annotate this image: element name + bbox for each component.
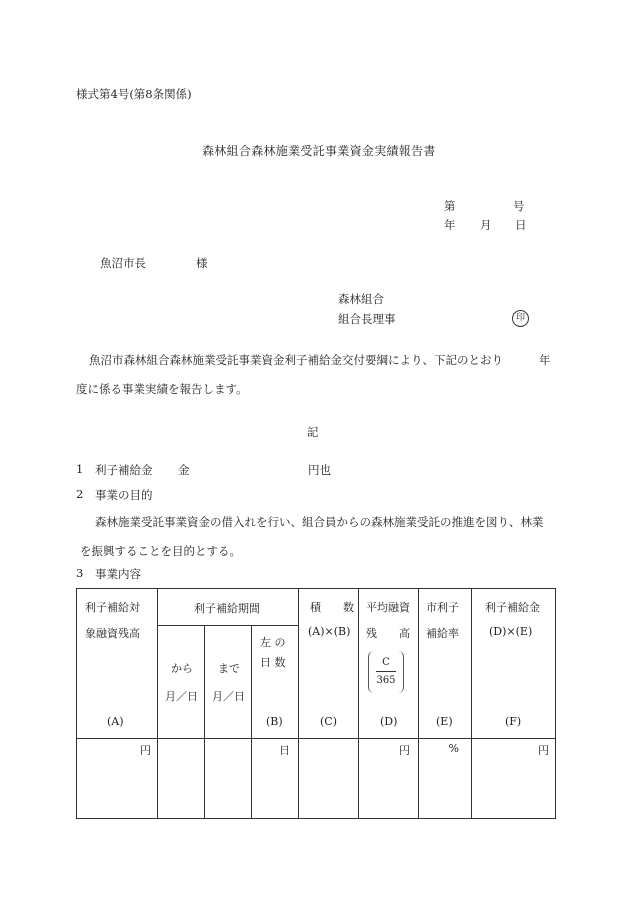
sender-title: 組合長理事 [338,312,396,326]
header-col-a-line1: 利子補給対 [85,601,140,614]
item1-number: 1 [76,462,84,476]
header-period-label: 利子補給期間 [194,602,260,615]
header-col-e-line2: 補給率 [426,627,459,640]
header-days-line2: 日 数 [260,656,286,669]
fraction-bar [376,671,396,672]
header-col-e [419,589,472,739]
sender-org: 森林組合 [338,292,384,306]
form-number-label: 様式第4号(第8条関係) [76,87,192,101]
document-title: 森林組合森林施業受託事業資金実績報告書 [202,144,436,158]
cell-f[interactable] [472,739,556,819]
header-to-unit: 月／日 [212,690,245,703]
header-col-c-code: (C) [320,715,337,728]
item2-number: 2 [76,487,84,501]
unit-days: 日 [279,744,290,757]
header-days [252,626,299,739]
header-from [158,626,205,739]
cell-a[interactable] [77,739,158,819]
header-period [158,589,299,626]
item1-kin: 金 [178,463,190,477]
header-col-e-code: (E) [436,715,453,728]
unit-yen-d: 円 [399,744,410,757]
seal-mark: 印 [512,310,529,327]
item2-label: 事業の目的 [95,488,153,502]
fraction-c-over-365 [368,651,404,693]
header-from-label: から [171,662,193,675]
header-col-d-code: (D) [380,715,398,728]
purpose-line-2: を振興することを目的とする。 [80,544,241,558]
item3-label: 事業内容 [95,567,141,581]
purpose-line-1: 森林施業受託事業資金の借入れを行い、組合員からの森林施業受託の推進を図り、林業 [95,515,544,529]
unit-yen-f: 円 [538,744,549,757]
addressee-honorific: 様 [196,256,208,270]
body-line-1: 魚沼市森林組合森林施業受託事業資金利子補給金交付要綱により、下記のとおり [89,353,503,367]
header-col-c [299,589,359,739]
header-col-a-line2: 象融資残高 [85,627,140,640]
header-days-line1: 左 の [260,636,286,649]
header-days-code: (B) [266,715,283,728]
header-to-label: まで [218,662,240,675]
business-content-table [76,588,556,819]
header-col-a-code: (A) [107,715,124,728]
unit-percent: % [448,742,459,755]
header-col-a [77,589,158,739]
header-col-c-line2: (A)×(B) [308,625,351,638]
header-col-f-line2: (D)×(E) [489,625,533,638]
header-col-c-line1: 積 数 [310,601,354,614]
table-row [77,739,556,819]
fraction-numerator: C [382,657,390,668]
ki-heading: 記 [307,425,319,439]
unit-yen-a: 円 [140,744,151,757]
date-month: 月 [480,218,492,232]
header-col-e-line1: 市利子 [426,601,459,614]
header-col-f-line1: 利子補給金 [485,601,540,614]
header-col-f [472,589,556,739]
item1-yen: 円也 [308,463,331,477]
item3-number: 3 [76,566,84,580]
fraction-denominator: 365 [376,675,396,686]
date-year: 年 [444,218,456,232]
cell-to[interactable] [205,739,252,819]
header-col-d [359,589,419,739]
cell-d[interactable] [359,739,419,819]
cell-days[interactable] [252,739,299,819]
date-day: 日 [515,218,527,232]
header-col-f-code: (F) [505,715,522,728]
header-from-unit: 月／日 [165,690,198,703]
number-go: 号 [513,199,525,213]
addressee-name: 魚沼市長 [100,256,146,270]
header-col-d-line1: 平均融資 [366,601,410,614]
body-line-2: 度に係る事業実績を報告します。 [76,382,248,396]
cell-e[interactable] [419,739,472,819]
cell-from[interactable] [158,739,205,819]
header-col-d-line2: 残 高 [366,627,410,640]
body-year-suffix: 年 [539,353,551,367]
item1-label: 利子補給金 [95,463,153,477]
header-to [205,626,252,739]
number-dai: 第 [444,199,456,213]
cell-c[interactable] [299,739,359,819]
